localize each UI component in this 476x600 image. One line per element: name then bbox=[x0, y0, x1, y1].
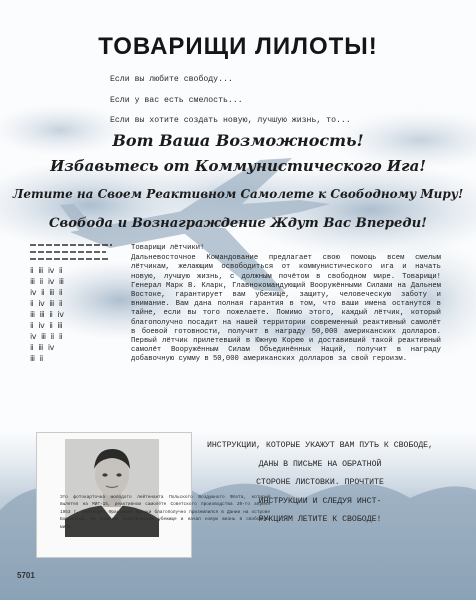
slogan-fly-to-free-world: Летите на Своем Реактивном Самолете к Свободному Миру! bbox=[12, 187, 464, 201]
side-glyph-row: ⅱ ⅳ ⅲ ⅱ bbox=[30, 299, 64, 308]
headline: ТОВАРИЩИ ЛИЛОТЫ! bbox=[98, 33, 378, 60]
typed-line-1: Если вы любите свободу... bbox=[110, 75, 233, 84]
side-glyph-row: ⅳ ⅲ ⅱ ⅱ bbox=[30, 332, 64, 341]
side-glyph-row: ⅱ ⅲ ⅳ bbox=[30, 343, 56, 352]
slogan-communist-yoke: Избавьтесь от Коммунистического Ига! bbox=[50, 157, 426, 175]
side-glyph-row: ⅲ ⅱ ⅳ ⅲ bbox=[30, 277, 65, 286]
side-rule bbox=[30, 244, 112, 246]
slogan-freedom-reward: Свобода и Вознаграждение Ждут Вас Впереди! bbox=[49, 216, 427, 231]
instruction-line: ИНСТРУКЦИИ, КОТОРЫЕ УКАЖУТ ВАМ ПУТЬ К СВОБОДЕ, bbox=[206, 441, 433, 450]
instruction-line: СТОРОНЕ ЛИСТОВКИ. ПРОЧТИТЕ bbox=[256, 478, 384, 487]
side-glyph-row: ⅱ ⅲ ⅳ ⅱ bbox=[30, 266, 64, 275]
side-rule bbox=[30, 251, 106, 253]
instruction-line: ДАНЫ В ПИСЬМЕ НА ОБРАТНОЙ bbox=[258, 459, 382, 469]
photo-caption: Это фотокарточка молодого лейтенанта Польского Воздушного Флота, который вылетел на МИГ-15, реактивном самолёте Советского производства 20-го апреля 1953 г. Лейтенант Франтишек Ярецки благополучно приземлился в Дании на острове Борнхольм. Он получил политическое убежище и начал новую жизнь в свободном мире. bbox=[60, 495, 270, 530]
side-glyph-row: ⅱ ⅳ ⅱ ⅲ bbox=[30, 321, 64, 330]
typed-line-2: Если у вас есть смелость... bbox=[110, 96, 243, 105]
side-glyph-row: ⅲ ⅲ ⅱ ⅳ bbox=[30, 310, 65, 319]
greeting: Товарищи лётчики! bbox=[131, 244, 205, 252]
side-glyph-row: ⅳ ⅱ ⅲ ⅱ bbox=[30, 288, 64, 297]
body-text-block bbox=[131, 244, 441, 365]
slogan-opportunity: Вот Ваша Возможность! bbox=[112, 131, 364, 150]
side-glyph-row: ⅲ ⅱ bbox=[30, 354, 45, 363]
page-number: 5701 bbox=[17, 571, 35, 580]
instruction-line: РУКЦИЯМ ЛЕТИТЕ К СВОБОДЕ! bbox=[258, 515, 382, 524]
side-rule bbox=[30, 258, 110, 260]
typed-line-3: Если вы хотите создать новую, лучшую жизнь, то... bbox=[110, 116, 351, 125]
side-column-faded bbox=[30, 244, 120, 364]
instruction-line: ИНСТРУКЦИИ И СЛЕДУЯ ИНСТ- bbox=[258, 496, 382, 506]
body-paragraph: Дальневосточное Командование предлагает свою помощь всем смелым лётчикам, желающим освободиться от коммунистического ига и начать новую, лучшую жизнь, с должным почётом в свободном мире. Товарищи! Генерал Марк В. Кларк, Главнокомандующий Вооружёнными Силами на Дальнем Востоке, гарантирует вам убежище, защиту, человеческую заботу и внимание. Вам дана полная гарантия в том, что ваши имена останутся в тайне, если вы того пожелаете. Помимо этого, каждый лётчик, который благополучно посадит на нашей территории современный реактивный самолёт в боевой готовности, получит в награду 50,000 американских долларов. Первый лётчик прилетевший в Южную Корею и доставивший такой реактивный самолёт Вооружённым Силам Объединённых Наций, получит в награду добавочную сумму в 50,000 американских долларов за свой героизм. bbox=[131, 254, 441, 364]
